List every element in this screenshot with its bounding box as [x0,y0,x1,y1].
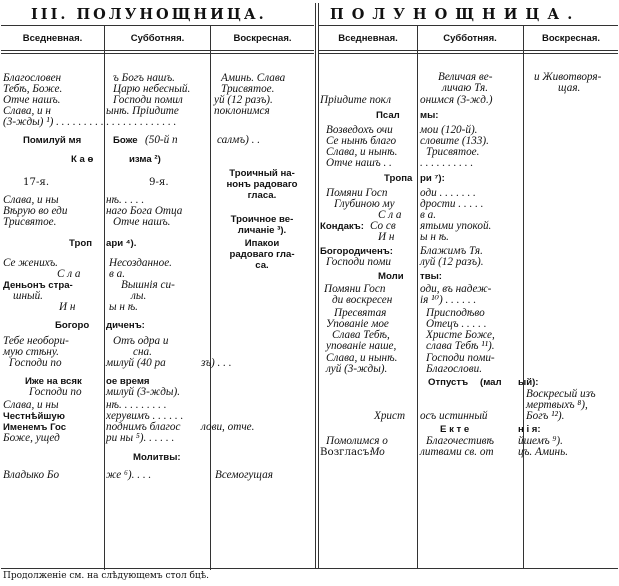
row-text: ое время [106,376,150,387]
row-text: Моли [378,271,404,282]
row-text: луй (3-жды). [326,363,388,375]
row-text: слава Тебѣ ¹¹). [426,340,495,352]
row-text: лови, отче. [201,421,255,433]
row-text: Господи по [29,386,82,398]
row-text: Господи помил [113,94,183,106]
row-text: Помолимся о [326,435,388,447]
row-text: Се нынѣ благо [326,135,397,147]
row-text: ри ны ⁵). . . . . . [106,432,175,444]
row-text: дрости . . . . . [420,198,484,210]
row-text: С л а [378,209,402,221]
row-text: салмъ) . . [217,134,261,146]
row-text: лы. [131,290,147,302]
row-text: луй (12 разъ). [420,256,484,268]
row-text: Христе Боже, [426,329,495,341]
row-text: Тебе необори- [3,335,69,347]
row-text: Е к т е [440,424,470,435]
row-text: Владыко Бо [3,469,60,481]
row-text: Господи поми- [426,352,495,364]
right-col-header-3: Воскресная. [541,33,601,44]
row-text: мую стѣну. [3,346,59,358]
row-text: Господи по [9,357,62,369]
row-text: Тропа [384,173,413,184]
row-text: Всемогущая [215,469,273,481]
row-text: Богъ ¹²). [526,410,565,422]
row-text: Отецъ . . . . . [426,318,487,330]
right-panel [320,3,618,569]
row-text: 17-я. [23,177,50,188]
row-text: Именемъ Гос [3,422,67,433]
row-text: мы: [420,110,439,121]
col3-box-line: нонъ радоваго [226,179,298,190]
col3-box-line: гласа. [247,190,277,201]
row-text: изма ²) [129,154,161,165]
row-text: Честнѣйшую [3,411,65,422]
row-text: Богоро [55,320,90,331]
col3-box-line: са. [255,260,269,271]
row-text: Отпустъ [428,377,469,388]
row-text: Трисвятое. [3,216,57,228]
left-col-header-3: Воскресная. [233,33,292,44]
row-text: Слава Тебѣ, [332,329,390,341]
row-text: Глубиною му [334,198,395,210]
row-text: Трисвятое. [426,146,480,158]
row-text: нѣ. . . . . [106,194,145,206]
row-text: йшемъ ⁹). [518,435,563,447]
row-text: ди воскресен [332,294,393,306]
row-text: Господи поми [326,256,391,268]
row-text: твы: [420,271,442,282]
row-text: осъ истинный [420,410,488,422]
row-text: уй (12 разъ). [214,94,273,106]
row-text: же ⁶). . . . [106,469,152,481]
row-text: Присподѣво [426,307,485,319]
left-title: III. ПОЛУНОЩНИЦА. [31,6,267,23]
row-text: Отче нашъ. [113,216,171,228]
row-text: Вышнія си- [121,279,175,291]
col3-box-line: радоваго гла- [229,249,295,260]
row-text: Тебѣ, Боже. [3,83,63,95]
row-text: Богородиченъ: [320,246,393,257]
row-text: К а ѳ [71,154,94,165]
left-col-header-1: Вседневная. [22,33,83,44]
row-text: ари ⁴). [106,238,137,249]
row-text: Иже на всяк [25,376,82,387]
row-text: Троп [69,238,93,249]
row-text: Вѣрую во еди [3,205,68,217]
row-text: херувимъ . . . . . . [106,410,184,422]
row-text: Благочестивѣ [426,435,494,447]
row-text: ятыми упокой. [420,220,492,232]
row-text: милуй (40 ра [106,357,166,369]
row-text: (мал [480,377,502,388]
row-text: И н [59,301,76,313]
row-text: мои (120-й). [420,124,478,136]
row-text: Величая ве- [438,71,493,83]
row-text: ы н ѣ. [109,301,138,313]
row-text: онимся (3-жд.) [420,94,493,106]
row-text: Слава, и нынѣ. [326,146,398,158]
row-text: Возгласъ: [320,447,373,458]
row-text: ія ¹⁰) . . . . . . [420,294,477,306]
row-text: оди . . . . . . . [420,187,476,199]
row-text: Благослови. [426,363,482,375]
row-text: поклонимся [214,105,270,117]
row-text: Отъ одра и [113,335,169,347]
row-text: цъ. Аминь. [518,446,568,458]
row-text: Блажимъ Тя. [420,245,483,257]
row-text: ъ Богъ нашъ. [113,72,175,84]
row-text: наго Бога Отца [106,205,183,217]
row-text: нѣ. . . . . . . . . [106,399,167,411]
row-text: Слава, и ны [3,194,59,206]
left-footer: Продолженіе см. на слѣдующемъ стол бцѣ. [3,571,210,581]
row-text: С л а [57,268,81,280]
row-text: Отче нашъ . . [326,157,392,169]
row-text: личаю Тя. [442,82,489,94]
row-text: ый): [518,377,539,388]
col3-box-line: Троичный на- [229,168,295,179]
row-text: и Животворя- [534,71,602,83]
row-text: Помяни Госп [326,187,388,199]
row-text: Аминь. Слава [221,72,286,84]
row-text: Царю небесный. [113,83,191,95]
row-text: Боже [113,135,138,146]
row-text: сна. [133,346,152,358]
row-text: Возведохъ очи [326,124,393,136]
row-text: ри ⁷): [420,173,445,184]
row-text: поднимъ благос [106,421,181,433]
right-col-header-2: Субботняя. [443,33,497,44]
row-text: Благословен [3,72,62,84]
row-text: Кондакъ: [320,221,364,232]
row-text: н і я: [518,424,541,435]
row-text: щая. [558,82,581,94]
row-text: Слава, и нынѣ. [326,352,398,364]
row-text: Помилуй мя [23,135,82,146]
row-text: Деньонъ стра- [3,280,73,291]
row-text: Мо [370,446,385,458]
row-text: Воскресый изъ [526,388,596,400]
row-text: Христ [374,410,406,422]
row-text: упованіе наше, [326,340,397,352]
col3-box-line: личаніе ³). [237,225,287,236]
row-text: ы н ѣ. [420,231,449,243]
row-text: 9-я. [149,177,169,188]
row-text: И н [378,231,395,243]
row-text: . . . . . . . . . . [420,157,474,169]
row-text: Боже, ущед [3,432,60,444]
row-text: Упованіе мое [326,318,389,330]
col3-box-line: Ипакои [244,238,280,249]
row-text: Трисвятое. [221,83,275,95]
row-text: Псал [376,110,400,121]
row-text: Молитвы: [133,452,181,463]
row-text: словите (133). [420,135,489,147]
col3-box-line: Троичное ве- [230,214,294,225]
row-text: Се женихъ. [3,257,58,269]
row-text: милуй (3-жды). [106,386,181,398]
row-text: Помяни Госп [324,283,386,295]
row-text: в а. [109,268,126,280]
row-text: (50-й п [145,134,178,146]
right-title: ПОЛУНОЩНИЦА. [330,6,581,23]
row-text: Пресвятая [334,307,387,319]
row-text: Отче нашъ. [3,94,61,106]
row-text: Со св [370,220,396,232]
row-text: оди, въ надеж- [420,283,492,295]
row-text: мертвыхъ ⁸), [526,399,588,411]
row-text: зъ) . . . [201,357,232,369]
row-text: (3-жды) ¹) . . . . . . . . . . . . . . . . . . . . . . [3,116,177,128]
row-text: литвами св. от [420,446,494,458]
row-text: шный. [13,290,43,302]
row-text: Слава, и н [3,105,51,117]
right-col-header-1: Вседневная. [338,33,398,44]
row-text: Слава, и ны [3,399,59,411]
row-text: в а. [420,209,437,221]
row-text: Пріидите покл [320,94,391,106]
row-text: Несозданное. [109,257,172,269]
row-text: диченъ: [106,320,145,331]
left-col-header-2: Субботняя. [130,33,185,44]
row-text: ынѣ. Пріидите [106,105,179,117]
left-panel [1,3,314,579]
